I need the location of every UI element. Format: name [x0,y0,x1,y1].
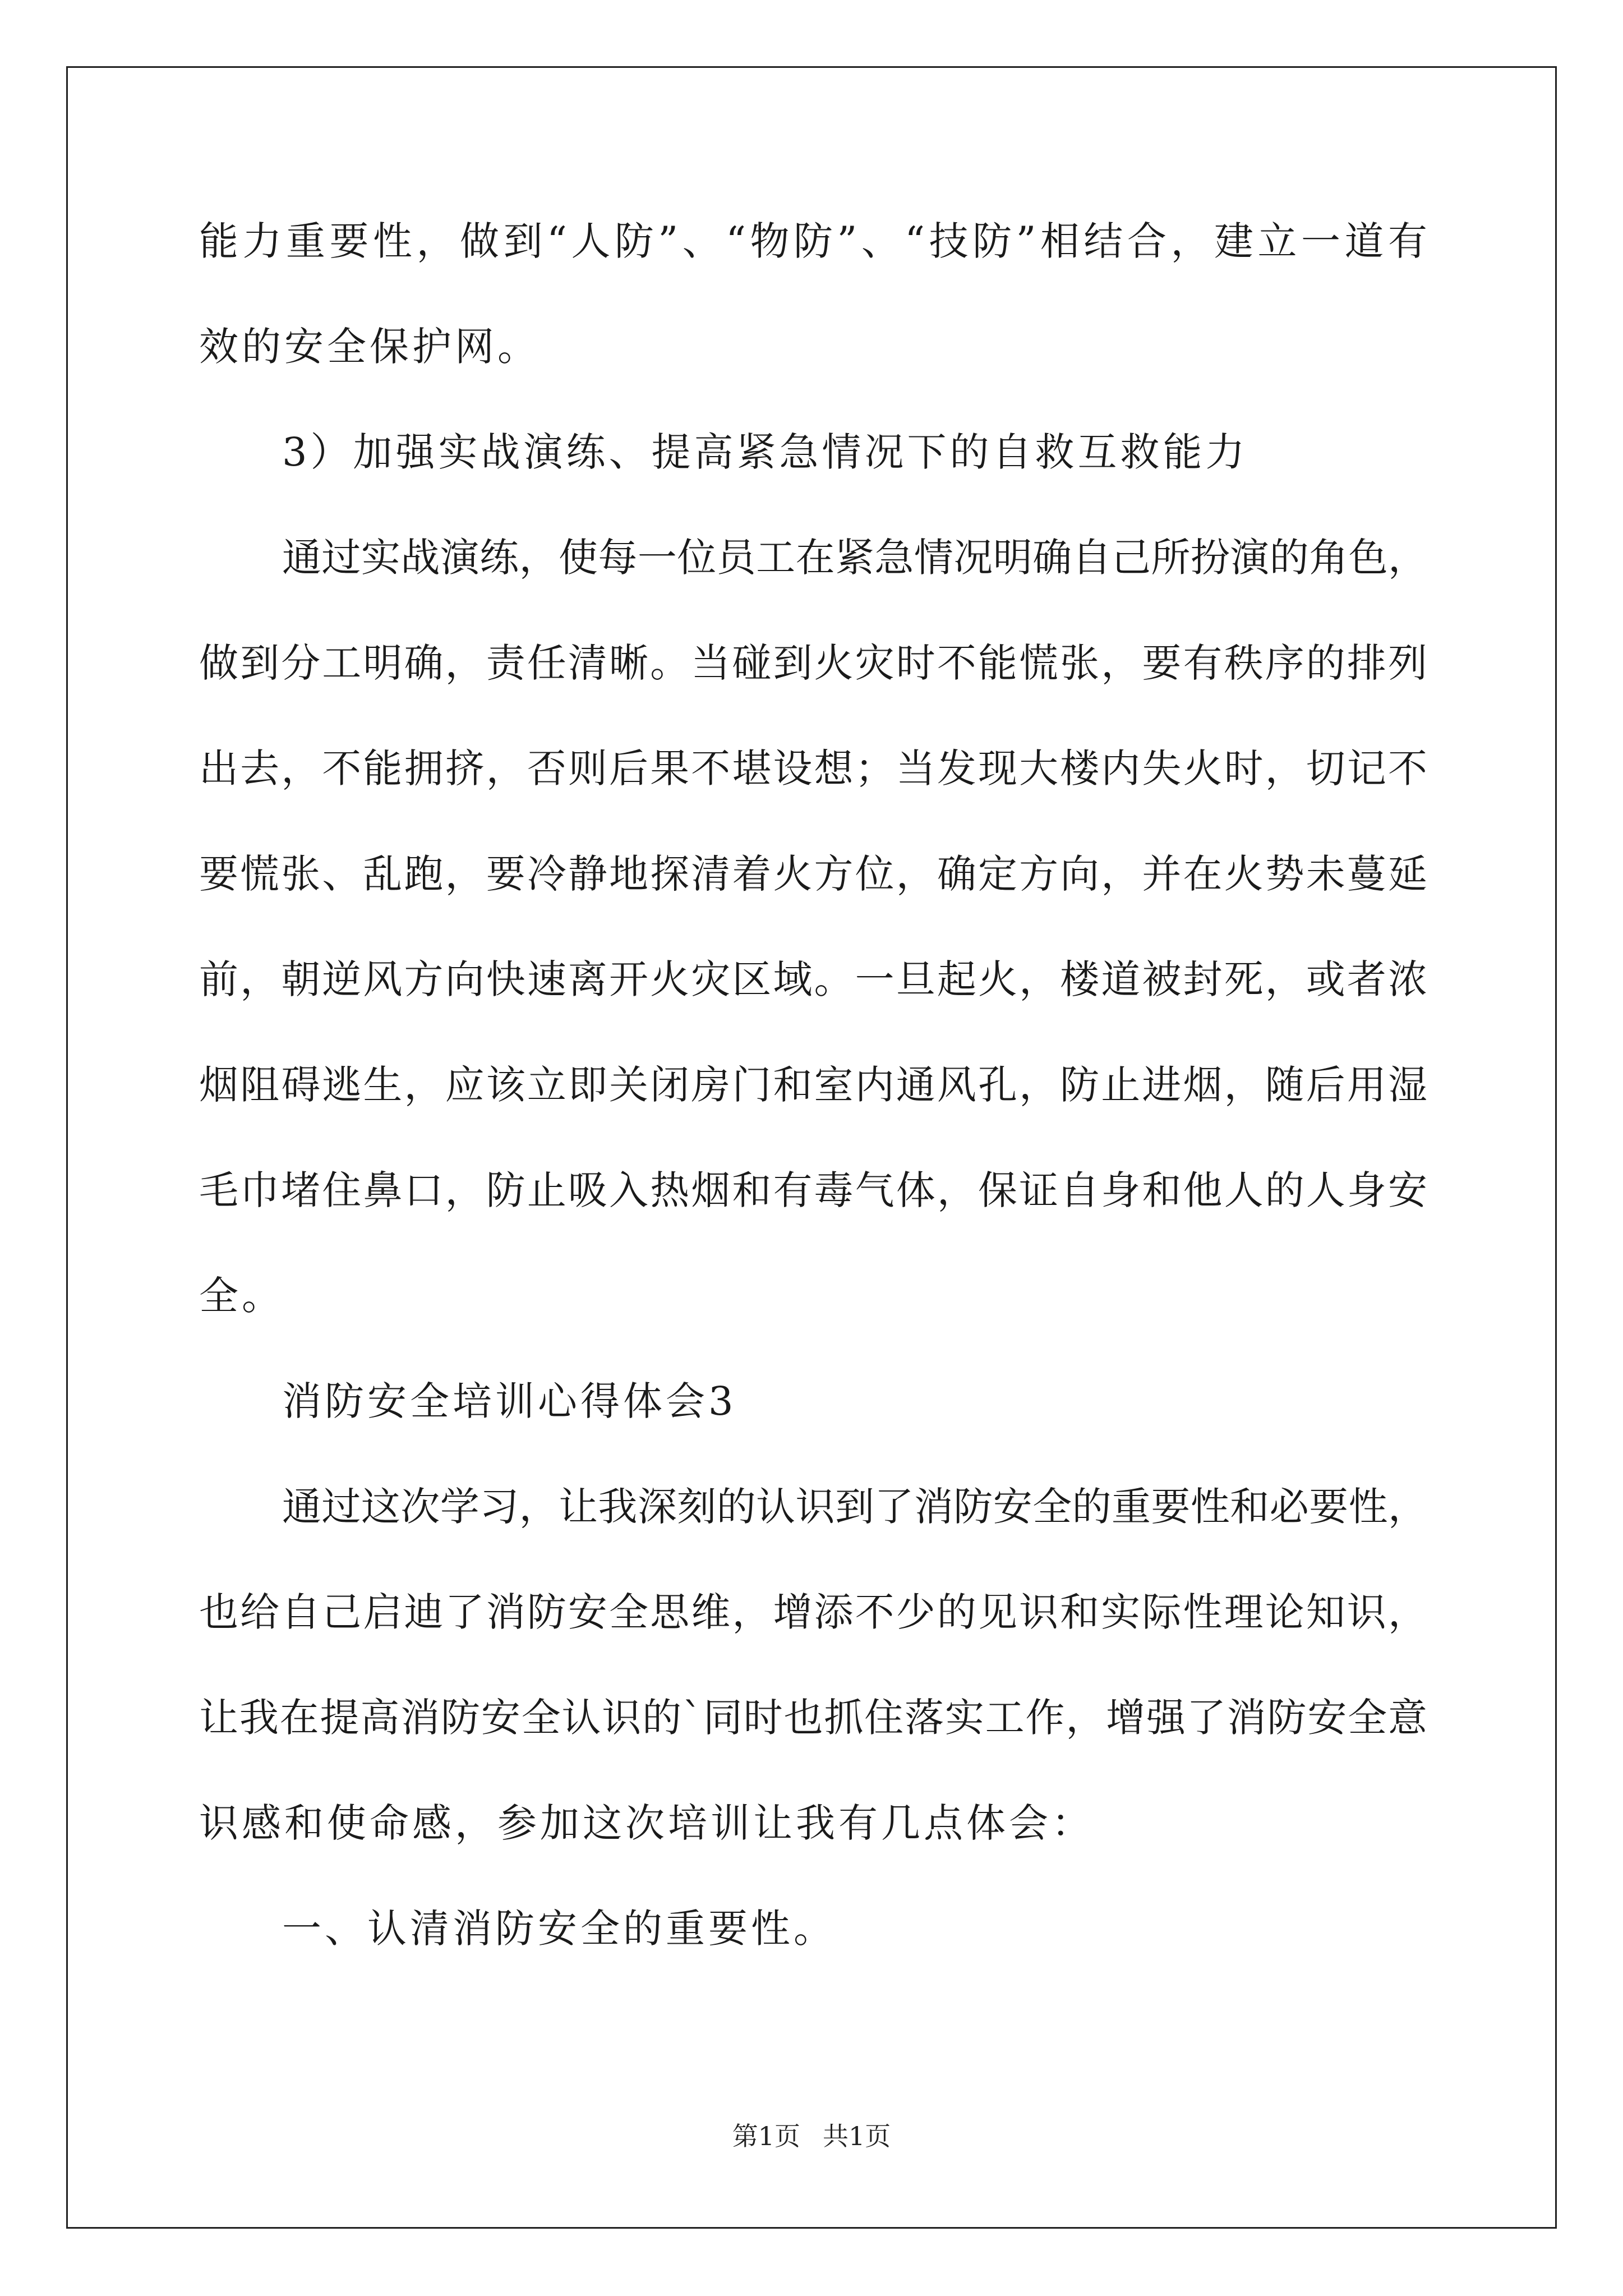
text-line-4: 通过实战演练，使每一位员工在紧急情况明确自己所扮演的角色， [282,535,1427,581]
subsection-heading-1: 一、认清消防安全的重要性。 [282,1906,836,1952]
text-line-13: 通过这次学习，让我深刻的认识到了消防安全的重要性和必要性， [282,1484,1427,1530]
page-total: 共1页 [823,2121,891,2151]
text-line-14: 也给自己启迪了消防安全思维，增添不少的见识和实际性理论知识， [199,1589,1427,1635]
text-line-16: 识感和使命感，参加这次培训让我有几点体会： [199,1800,1094,1846]
text-line-8: 前，朝逆风方向快速离开火灾区域。一旦起火，楼道被封死，或者浓 [199,956,1427,1002]
text-line-10: 毛巾堵住鼻口，防止吸入热烟和有毒气体，保证自身和他人的人身安 [199,1167,1427,1213]
page-footer [0,2119,1623,2153]
text-line-1: 能力重要性，做到“人防”、“物防”、“技防”相结合，建立一道有 [199,218,1427,264]
text-line-9: 烟阻碍逃生，应该立即关闭房门和室内通风孔，防止进烟，随后用湿 [199,1062,1427,1108]
text-line-15: 让我在提高消防安全认识的`同时也抓住落实工作，增强了消防安全意 [199,1695,1427,1741]
section-heading-3: 3）加强实战演练、提高紧急情况下的自救互救能力 [282,429,1248,475]
text-line-5: 做到分工明确，责任清晰。当碰到火灾时不能慌张，要有秩序的排列 [199,640,1427,686]
section-title: 消防安全培训心得体会3 [282,1378,737,1424]
page-number: 第1页 [732,2121,800,2151]
text-line-2: 效的安全保护网。 [199,324,540,370]
text-line-7: 要慌张、乱跑，要冷静地探清着火方位，确定方向，并在火势未蔓延 [199,851,1427,897]
text-line-6: 出去，不能拥挤，否则后果不堪设想；当发现大楼内失火时，切记不 [199,746,1427,792]
text-line-11: 全。 [199,1273,284,1319]
